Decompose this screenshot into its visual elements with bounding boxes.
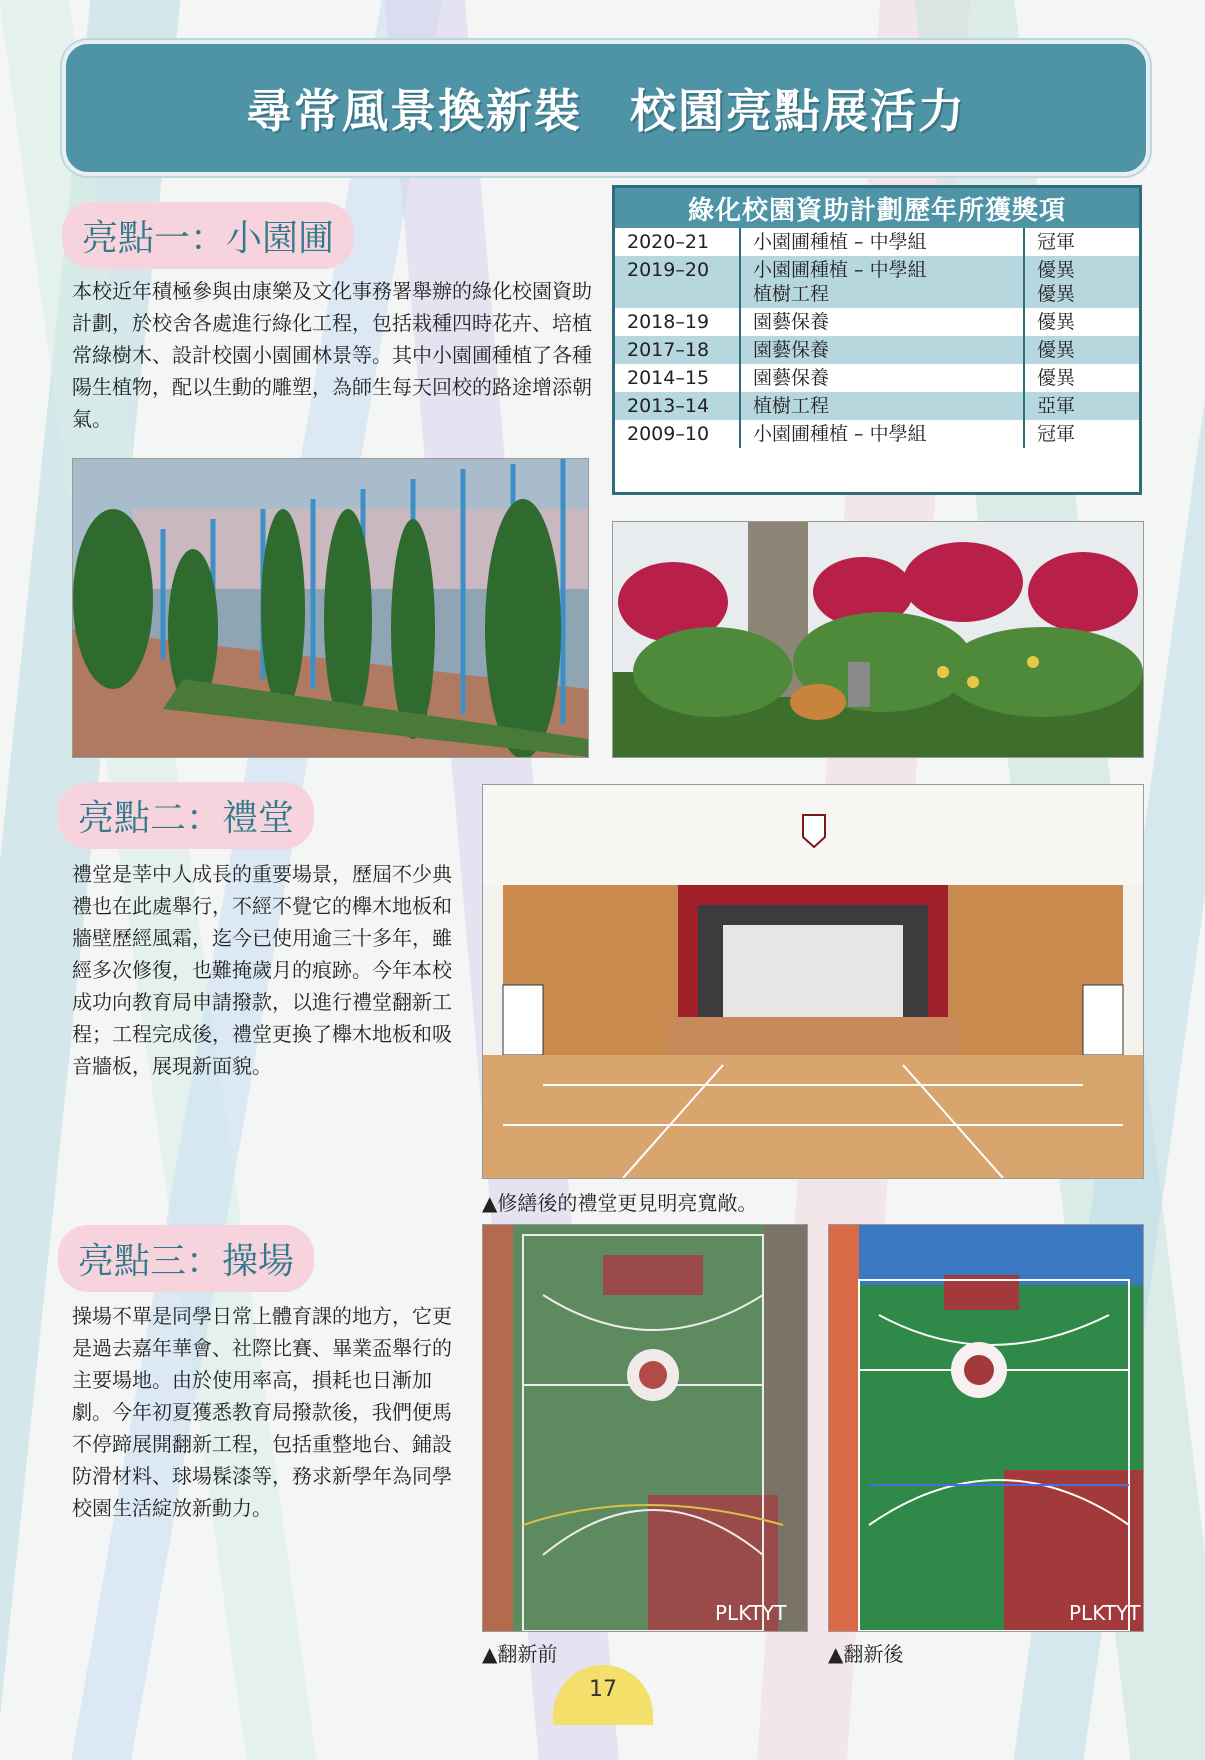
awards-cell-year: 2014–15 — [627, 367, 710, 389]
highlight1-heading: 亮點一：小園圃 — [62, 202, 354, 269]
hall-caption: ▲修繕後的禮堂更見明亮寬敞。 — [482, 1191, 758, 1215]
awards-cell-year: 2013–14 — [615, 392, 740, 420]
garden-bed-photo — [612, 521, 1144, 758]
awards-cell-items: 小園圃種植 – 中學組 植樹工程 — [740, 256, 1024, 308]
highlight3-heading: 亮點三：操場 — [58, 1225, 314, 1292]
highlight3-text: 操場不單是同學日常上體育課的地方，它更是過去嘉年華會、社際比賽、畢業盃舉行的主要場地。由於使用率高，損耗也日漸加劇。今年初夏獲悉教育局撥款後，我們便馬不停蹄展開翻新工程，包括重整地台、鋪設防滑材料、球場髹漆等，務求新學年為同學校園生活綻放新動力。 — [72, 1304, 452, 1520]
awards-cell-year: 2018–19 — [627, 311, 710, 333]
page-title: 尋常風景換新裝 校園亮點展活力 — [246, 84, 966, 138]
awards-cell-result: 亞軍 — [1024, 392, 1139, 420]
awards-table — [612, 185, 1142, 495]
awards-cell-result: 優異 — [1024, 336, 1139, 364]
after-caption: ▲翻新後 — [828, 1642, 904, 1666]
awards-row — [615, 256, 1139, 308]
awards-cell-items: 小園圃種植 – 中學組 — [740, 420, 1024, 448]
playground-before-photo — [482, 1224, 808, 1632]
awards-cell-year: 2009–10 — [627, 423, 710, 445]
highlight2-heading: 亮點二：禮堂 — [58, 782, 314, 849]
awards-row — [615, 420, 1139, 448]
awards-table-title: 綠化校園資助計劃歷年所獲獎項 — [615, 188, 1139, 228]
title-banner — [62, 40, 1150, 176]
awards-cell-year: 2019–20 — [615, 256, 740, 308]
awards-row — [615, 364, 1139, 392]
court-label-before: PLKTYT — [715, 1601, 787, 1625]
highlight2-text: 禮堂是莘中人成長的重要場景，歷屆不少典禮也在此處舉行，不經不覺它的櫸木地板和牆壁歷經風霜，迄今已使用逾三十多年，雖經多次修復，也難掩歲月的痕跡。今年本校成功向教育局申請撥款，以進行禮堂翻新工程；工程完成後，禮堂更換了櫸木地板和吸音牆板，展現新面貌。 — [72, 862, 452, 1078]
highlight1-text: 本校近年積極參與由康樂及文化事務署舉辦的綠化校園資助計劃，於校舍各處進行綠化工程，包括栽種四時花卉、培植常綠樹木、設計校園小園圃林景等。其中小園圃種植了各種陽生植物，配以生動的雕塑，為師生每天回校的路途增添朝氣。 — [72, 279, 592, 431]
awards-row — [615, 336, 1139, 364]
awards-cell-items: 園藝保養 — [740, 364, 1024, 392]
awards-cell-items: 園藝保養 — [740, 308, 1024, 336]
awards-cell-result: 優異 優異 — [1024, 256, 1139, 308]
awards-cell-items: 園藝保養 — [740, 336, 1024, 364]
awards-cell-items: 小園圃種植 – 中學組 — [740, 228, 1024, 256]
awards-cell-result: 優異 — [1024, 308, 1139, 336]
before-caption: ▲翻新前 — [482, 1642, 558, 1666]
awards-cell-result: 冠軍 — [1024, 420, 1139, 448]
playground-after-photo — [828, 1224, 1144, 1632]
awards-cell-result: 優異 — [1024, 364, 1139, 392]
awards-cell-year: 2017–18 — [615, 336, 740, 364]
awards-cell-year: 2020–21 — [627, 231, 710, 253]
hall-photo — [482, 784, 1144, 1179]
court-label-after: PLKTYT — [1069, 1601, 1141, 1625]
awards-row — [615, 308, 1139, 336]
awards-row — [615, 228, 1139, 256]
awards-cell-result: 冠軍 — [1024, 228, 1139, 256]
awards-cell-items: 植樹工程 — [740, 392, 1024, 420]
awards-table-body — [615, 228, 1139, 448]
page-number-text: 17 — [589, 1677, 617, 1702]
awards-row — [615, 392, 1139, 420]
garden-fence-photo — [72, 458, 589, 758]
